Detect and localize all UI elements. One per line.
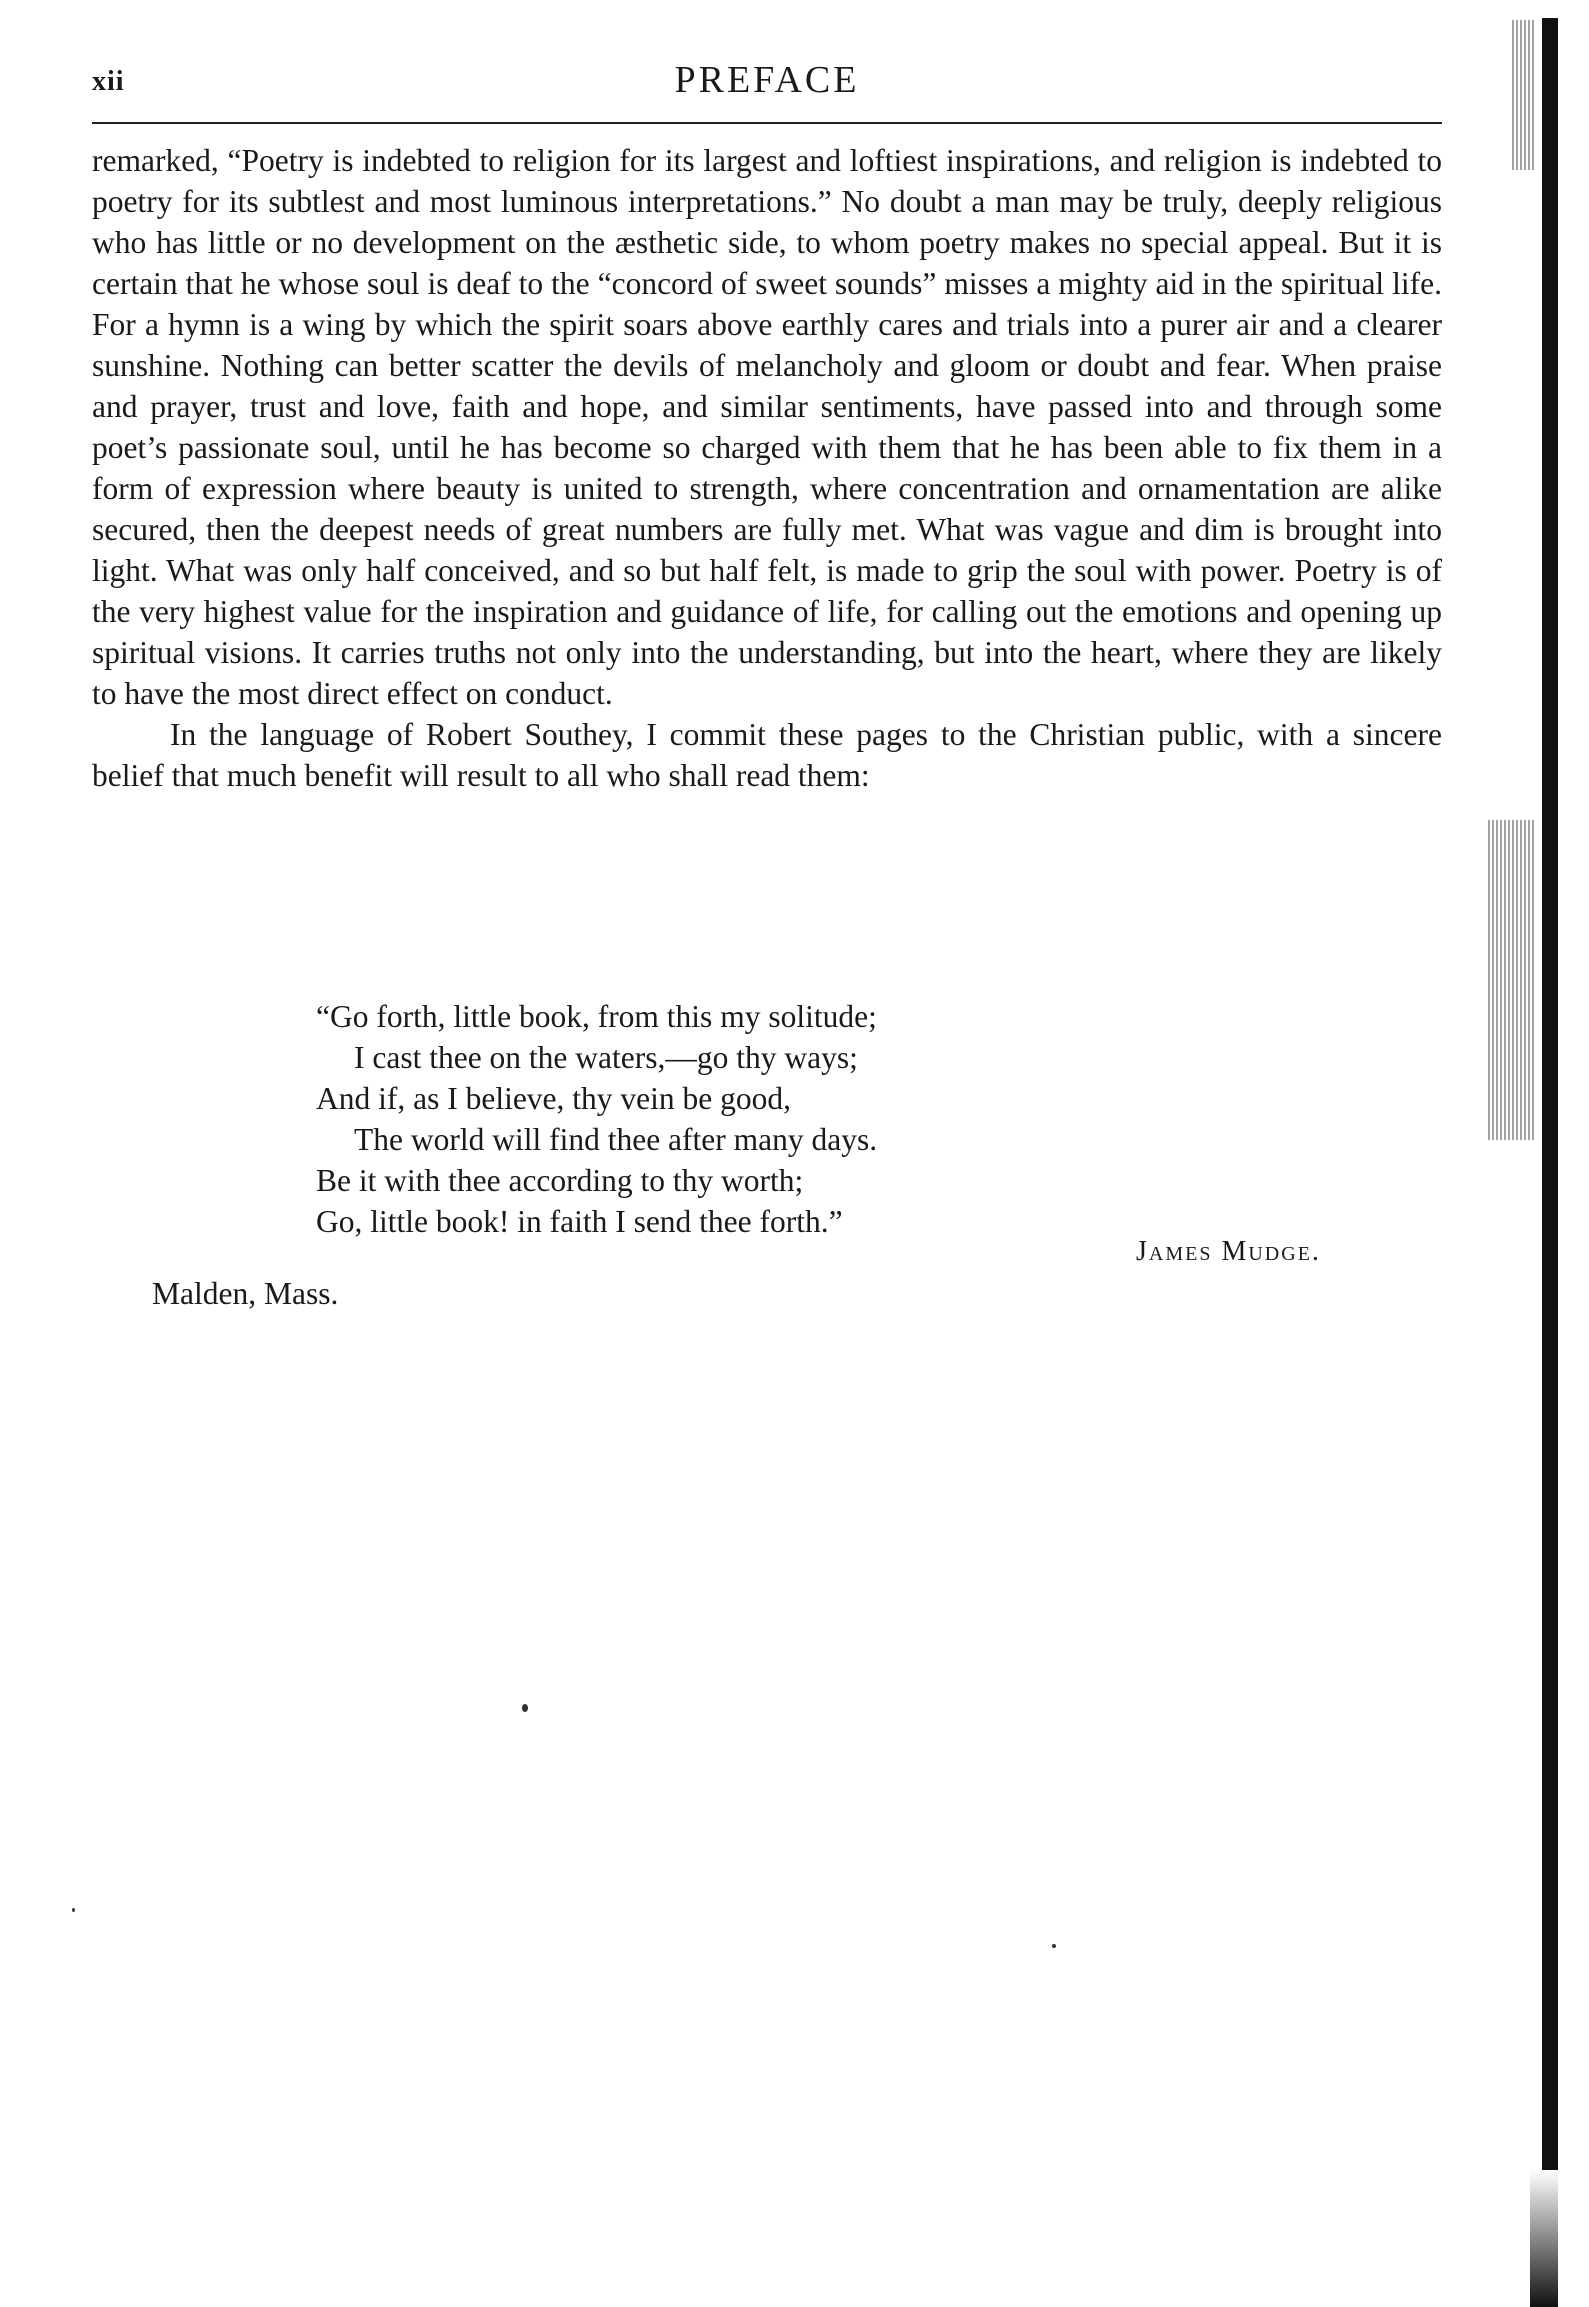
poem-line: The world will find thee after many days. bbox=[354, 1122, 878, 1157]
poem-line: I cast thee on the waters,—go thy ways; bbox=[354, 1040, 858, 1075]
poem-line: “Go forth, little book, from this my solitude; bbox=[316, 999, 877, 1034]
paragraph-continued: remarked, “Poetry is indebted to religion for its largest and loftiest inspirations, and religion is indebted to poetry for its subtlest and most luminous interpretations.” No doubt a man may be truly, deeply religious who has little or no development on the æsthetic side, to whom poetry makes no special appeal. But it is certain that he whose soul is deaf to the “concord of sweet sounds” misses a mighty aid in the spiritual life. For a hymn is a wing by which the spirit soars above earthly cares and trials into a purer air and a clearer sunshine. Nothing can better scatter the devils of melancholy and gloom or doubt and fear. When praise and prayer, trust and love, faith and hope, and similar sentiments, have passed into and through some poet’s passionate soul, until he has become so charged with them that he has been able to fix them in a form of expression where beauty is united to strength, where concentration and ornamentation are alike secured, then the deepest needs of great numbers are fully met. What was vague and dim is brought into light. What was only half conceived, and so but half felt, is made to grip the soul with power. Poetry is of the very highest value for the inspiration and guidance of life, for calling out the emotions and opening up spiritual visions. It carries truths not only into the understanding, but into the heart, where they are likely to have the most direct effect on conduct. bbox=[92, 143, 1442, 711]
scan-artifact-middle bbox=[1488, 820, 1536, 1140]
scan-artifact-top bbox=[1512, 20, 1536, 170]
poem-line: And if, as I believe, thy vein be good, bbox=[316, 1081, 792, 1116]
page-number: xii bbox=[92, 66, 125, 97]
ink-speck bbox=[72, 1908, 75, 1912]
body-text bbox=[92, 140, 1442, 796]
scan-artifact-bottom bbox=[1530, 2170, 1558, 2307]
poem-line: Go, little book! in faith I send thee forth.” bbox=[316, 1204, 843, 1239]
paragraph-southey: In the language of Robert Southey, I commit these pages to the Christian public, with a sincere belief that much benefit will result to all who shall read them: bbox=[92, 717, 1442, 793]
poem-quotation bbox=[316, 996, 1216, 1242]
place-line: Malden, Mass. bbox=[152, 1276, 339, 1311]
ink-speck bbox=[1052, 1944, 1056, 1948]
author-signature: James Mudge. bbox=[1136, 1236, 1321, 1267]
running-head bbox=[92, 52, 1442, 112]
poem-line: Be it with thee according to thy worth; bbox=[316, 1163, 804, 1198]
page-binding-edge bbox=[1542, 18, 1558, 2307]
section-title: PREFACE bbox=[674, 59, 860, 101]
ink-speck bbox=[522, 1704, 528, 1712]
header-rule bbox=[92, 122, 1442, 124]
